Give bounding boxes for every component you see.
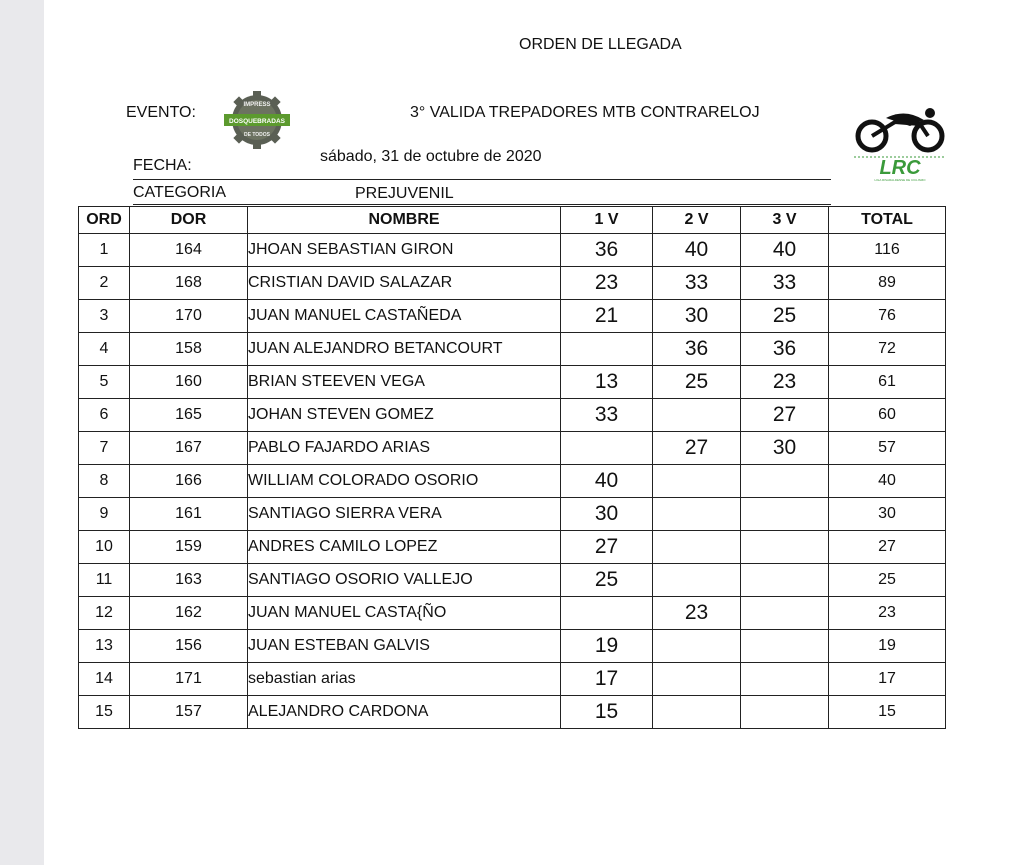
cell-nombre: SANTIAGO SIERRA VERA (248, 498, 561, 531)
table-row (79, 399, 946, 432)
cell-ord: 15 (79, 696, 130, 729)
cell-v2 (653, 564, 741, 597)
cell-v1: 15 (561, 696, 653, 729)
col-header-3v: 3 V (741, 207, 829, 234)
cell-v1: 13 (561, 366, 653, 399)
table-row (79, 234, 946, 267)
table-row (79, 498, 946, 531)
cell-v1: 36 (561, 234, 653, 267)
cell-v2 (653, 630, 741, 663)
cell-total: 57 (829, 432, 946, 465)
cell-nombre: WILLIAM COLORADO OSORIO (248, 465, 561, 498)
cell-v2: 36 (653, 333, 741, 366)
results-table (78, 206, 946, 729)
cell-dor: 159 (130, 531, 248, 564)
cell-ord: 7 (79, 432, 130, 465)
fecha-value: sábado, 31 de octubre de 2020 (320, 148, 542, 165)
cell-total: 25 (829, 564, 946, 597)
cell-nombre: JUAN MANUEL CASTA{ÑO (248, 597, 561, 630)
cell-dor: 168 (130, 267, 248, 300)
table-row (79, 432, 946, 465)
cell-v1 (561, 597, 653, 630)
table-row (79, 267, 946, 300)
cell-dor: 157 (130, 696, 248, 729)
event-name: 3° VALIDA TREPADORES MTB CONTRARELOJ (410, 104, 760, 121)
evento-label: EVENTO: (126, 104, 196, 121)
cell-ord: 13 (79, 630, 130, 663)
cell-v1 (561, 333, 653, 366)
cell-v3 (741, 531, 829, 564)
table-row (79, 663, 946, 696)
cell-total: 27 (829, 531, 946, 564)
cell-v3: 23 (741, 366, 829, 399)
cell-dor: 164 (130, 234, 248, 267)
col-header-total: TOTAL (829, 207, 946, 234)
col-header-2v: 2 V (653, 207, 741, 234)
gear-logo (222, 89, 292, 151)
cell-total: 19 (829, 630, 946, 663)
cell-v3: 36 (741, 333, 829, 366)
cell-total: 89 (829, 267, 946, 300)
cell-ord: 11 (79, 564, 130, 597)
col-header-nombre: NOMBRE (248, 207, 561, 234)
cell-dor: 156 (130, 630, 248, 663)
fecha-label: FECHA: (133, 157, 192, 174)
cell-nombre: SANTIAGO OSORIO VALLEJO (248, 564, 561, 597)
table-row (79, 531, 946, 564)
table-row (79, 564, 946, 597)
table-row (79, 333, 946, 366)
cell-nombre: JUAN ESTEBAN GALVIS (248, 630, 561, 663)
divider-line (133, 179, 831, 180)
table-header-row (79, 207, 946, 234)
cell-dor: 165 (130, 399, 248, 432)
table-body (79, 234, 946, 729)
table-row (79, 696, 946, 729)
cell-total: 60 (829, 399, 946, 432)
cell-ord: 5 (79, 366, 130, 399)
cell-dor: 166 (130, 465, 248, 498)
cell-dor: 171 (130, 663, 248, 696)
cell-v1: 25 (561, 564, 653, 597)
cell-v2 (653, 465, 741, 498)
cell-v2: 27 (653, 432, 741, 465)
cell-ord: 2 (79, 267, 130, 300)
cell-total: 61 (829, 366, 946, 399)
cell-v1: 17 (561, 663, 653, 696)
cell-v2: 40 (653, 234, 741, 267)
col-header-ord: ORD (79, 207, 130, 234)
cell-v3: 27 (741, 399, 829, 432)
cell-v2 (653, 399, 741, 432)
lrc-logo-text: LRC (879, 157, 921, 179)
cell-nombre: PABLO FAJARDO ARIAS (248, 432, 561, 465)
cell-v1: 33 (561, 399, 653, 432)
cell-dor: 162 (130, 597, 248, 630)
cell-dor: 167 (130, 432, 248, 465)
cell-v2: 25 (653, 366, 741, 399)
col-header-1v: 1 V (561, 207, 653, 234)
cell-v1: 19 (561, 630, 653, 663)
cell-v2 (653, 696, 741, 729)
cell-v3: 30 (741, 432, 829, 465)
cell-dor: 163 (130, 564, 248, 597)
cell-v3: 25 (741, 300, 829, 333)
cell-total: 116 (829, 234, 946, 267)
lrc-logo-subtitle: LIGA RISARALDENSE DE CICLISMO (874, 178, 926, 182)
cell-ord: 9 (79, 498, 130, 531)
cell-v3 (741, 498, 829, 531)
cell-ord: 10 (79, 531, 130, 564)
cell-dor: 170 (130, 300, 248, 333)
cell-ord: 12 (79, 597, 130, 630)
cell-v1: 30 (561, 498, 653, 531)
cell-v2: 23 (653, 597, 741, 630)
cell-v3: 40 (741, 234, 829, 267)
cell-nombre: ANDRES CAMILO LOPEZ (248, 531, 561, 564)
page-title: ORDEN DE LLEGADA (519, 36, 682, 53)
cell-ord: 8 (79, 465, 130, 498)
gear-logo-top-text: IMPRESS (243, 102, 271, 108)
cell-nombre: JOHAN STEVEN GOMEZ (248, 399, 561, 432)
table-row (79, 366, 946, 399)
cell-total: 76 (829, 300, 946, 333)
cell-total: 23 (829, 597, 946, 630)
cell-v1 (561, 432, 653, 465)
gear-logo-bottom-text: DE TODOS (243, 132, 271, 138)
cell-v3: 33 (741, 267, 829, 300)
cell-v1: 40 (561, 465, 653, 498)
cell-v1: 27 (561, 531, 653, 564)
cell-nombre: ALEJANDRO CARDONA (248, 696, 561, 729)
cell-v1: 23 (561, 267, 653, 300)
cell-v3 (741, 696, 829, 729)
cell-nombre: CRISTIAN DAVID SALAZAR (248, 267, 561, 300)
cell-nombre: JHOAN SEBASTIAN GIRON (248, 234, 561, 267)
cell-v3 (741, 663, 829, 696)
cell-v2 (653, 663, 741, 696)
left-margin-strip (0, 0, 44, 865)
cell-ord: 6 (79, 399, 130, 432)
cell-v3 (741, 630, 829, 663)
col-header-dor: DOR (130, 207, 248, 234)
cell-total: 15 (829, 696, 946, 729)
cell-total: 17 (829, 663, 946, 696)
lrc-logo (850, 104, 950, 184)
cell-nombre: JUAN ALEJANDRO BETANCOURT (248, 333, 561, 366)
cell-v3 (741, 465, 829, 498)
cell-v2: 33 (653, 267, 741, 300)
table-row (79, 465, 946, 498)
categoria-label: CATEGORIA (133, 184, 227, 201)
divider-line (133, 204, 831, 205)
cell-ord: 14 (79, 663, 130, 696)
cell-dor: 160 (130, 366, 248, 399)
cell-nombre: JUAN MANUEL CASTAÑEDA (248, 300, 561, 333)
cell-total: 72 (829, 333, 946, 366)
gear-logo-band-text: DOSQUEBRADAS (229, 118, 285, 125)
cell-dor: 158 (130, 333, 248, 366)
cell-ord: 1 (79, 234, 130, 267)
cell-nombre: BRIAN STEEVEN VEGA (248, 366, 561, 399)
cell-v2: 30 (653, 300, 741, 333)
table-row (79, 300, 946, 333)
cell-v2 (653, 531, 741, 564)
cell-nombre: sebastian arias (248, 663, 561, 696)
cell-total: 40 (829, 465, 946, 498)
cell-ord: 3 (79, 300, 130, 333)
cell-v1: 21 (561, 300, 653, 333)
categoria-value: PREJUVENIL (355, 185, 454, 202)
cell-v3 (741, 597, 829, 630)
cell-ord: 4 (79, 333, 130, 366)
cell-v3 (741, 564, 829, 597)
cell-total: 30 (829, 498, 946, 531)
cell-dor: 161 (130, 498, 248, 531)
table-row (79, 597, 946, 630)
cell-v2 (653, 498, 741, 531)
table-row (79, 630, 946, 663)
